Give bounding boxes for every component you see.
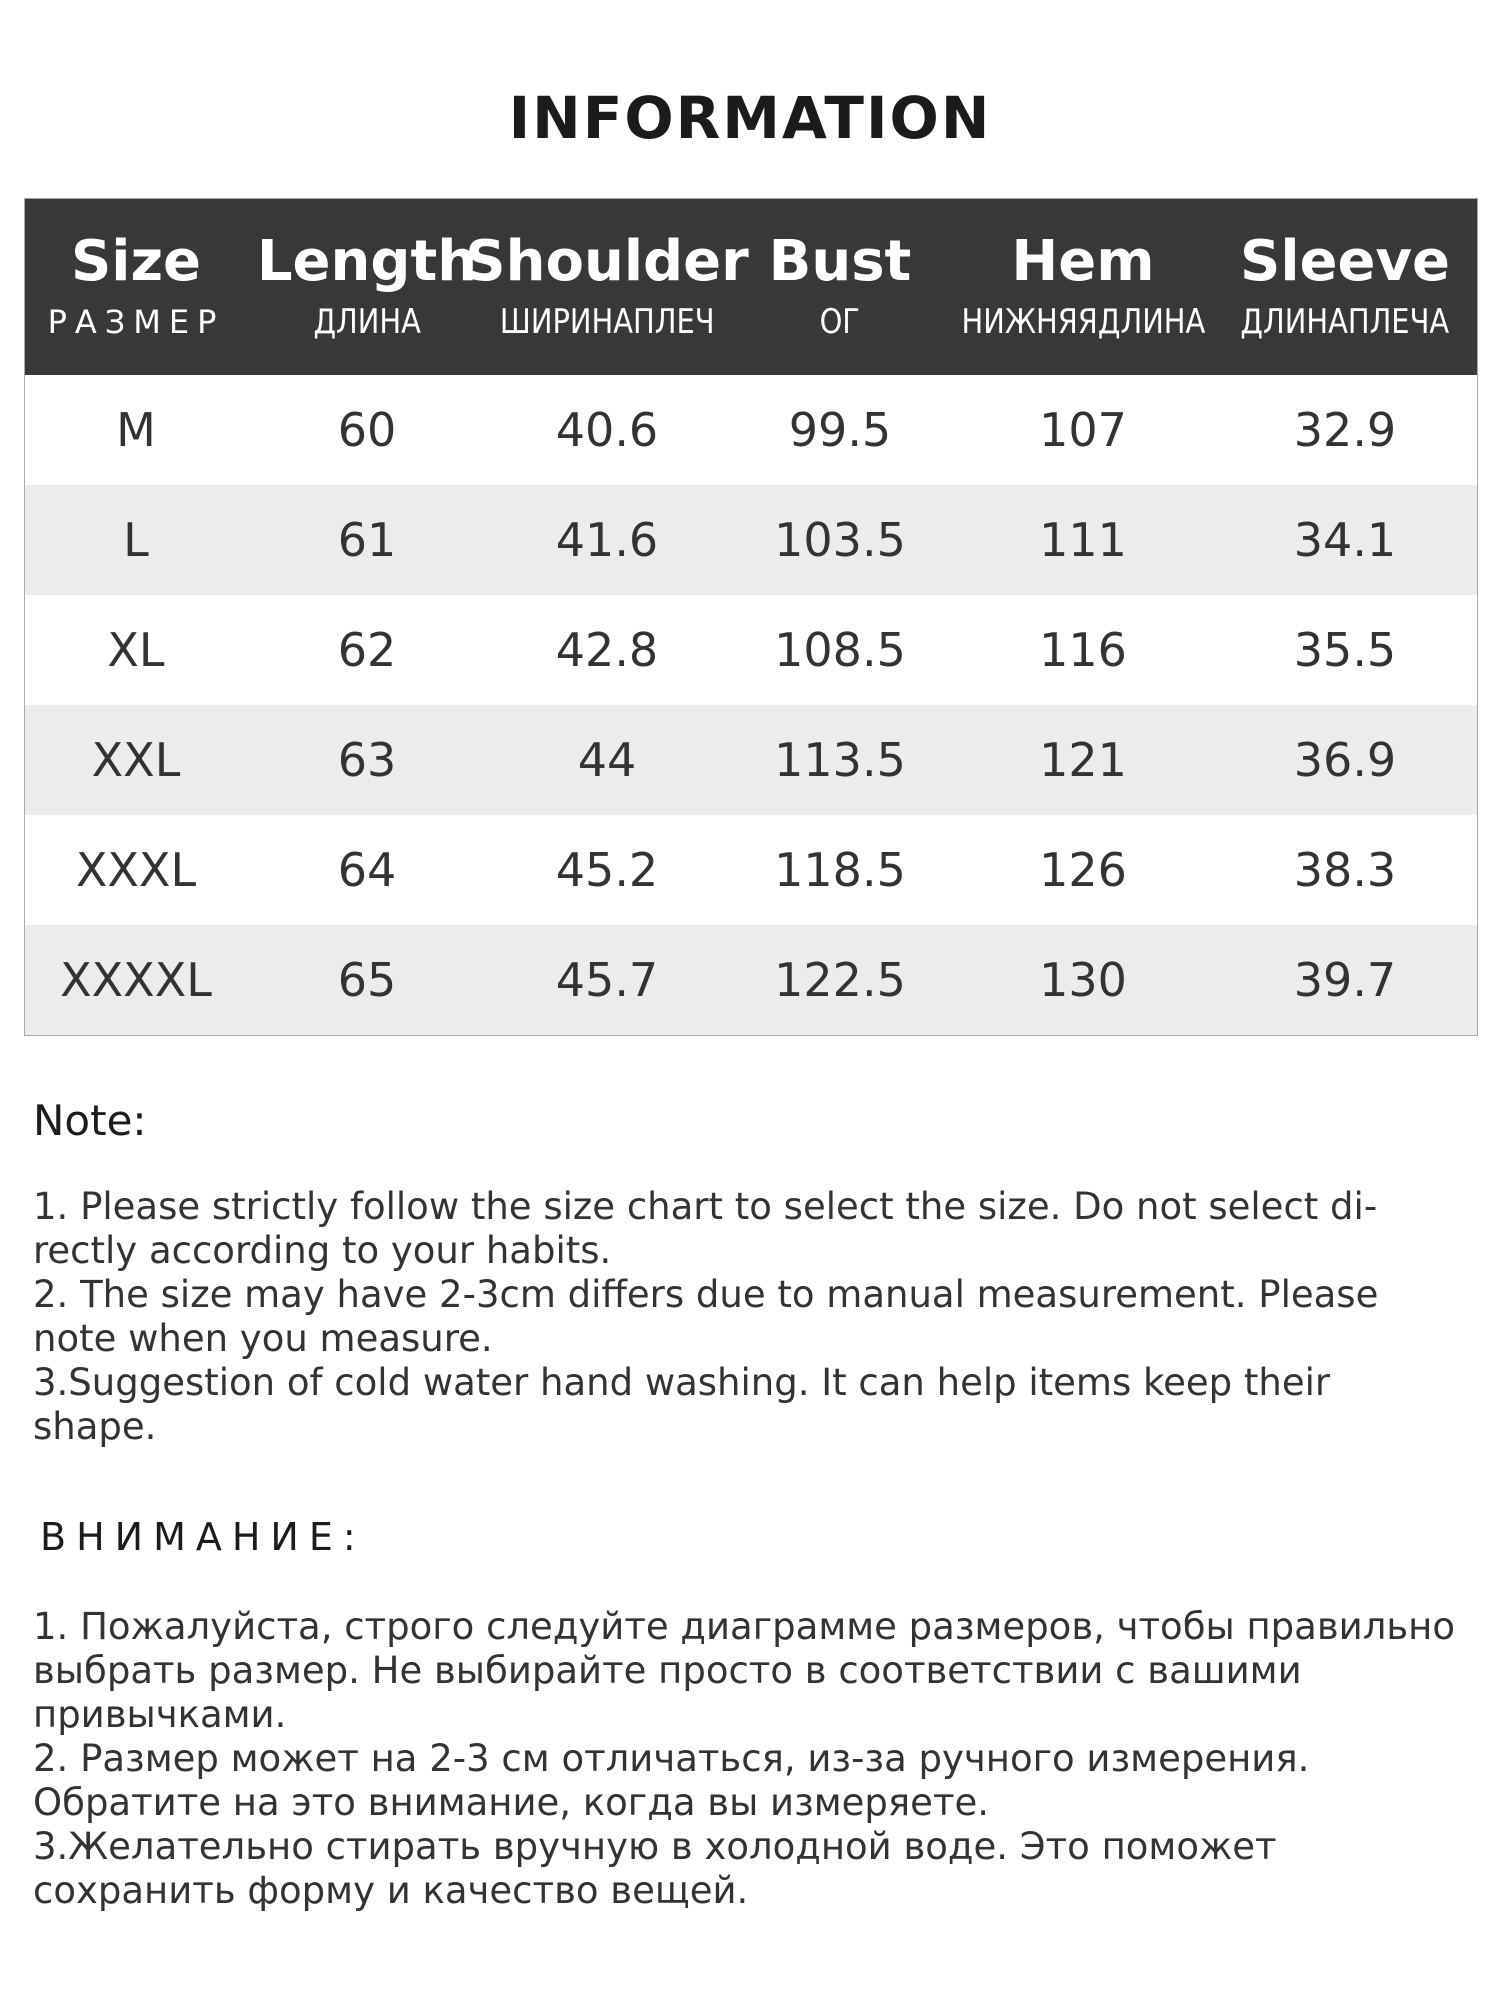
cell-length: 60 [337,403,397,457]
cell-length: 62 [337,623,397,677]
cell-sleeve: 36.9 [1293,733,1397,787]
cell-shoulder: 41.6 [555,513,659,567]
cell-hem: 130 [1039,953,1127,1007]
cell-shoulder: 45.7 [555,953,659,1007]
cell-size: L [123,513,149,567]
header-length [247,199,487,375]
cell-size: XXL [91,733,181,787]
cell-size: XL [107,623,165,677]
cell-hem: 121 [1039,733,1127,787]
ru-note-item: 1. Пожалуйста, строго следуйте диаграмме размеров, чтобы правильно выбрать размер. Не выбирайте просто в соответствии с вашими привычками. [33,1605,1455,1736]
cell-bust: 118.5 [774,843,906,897]
note-item: 2. The size may have 2-3cm differs due to manual measurement. Please note when you measure. [33,1273,1379,1360]
header-label-en: Shoulder [465,229,749,294]
cell-size: M [116,403,156,457]
cell-bust: 108.5 [774,623,906,677]
cell-shoulder: 44 [577,733,637,787]
cell-length: 65 [337,953,397,1007]
table-header [25,199,1477,375]
header-hem [953,199,1213,375]
table-row [25,705,1477,815]
page-title: INFORMATION [508,84,992,152]
cell-sleeve: 34.1 [1293,513,1397,567]
cell-size: XXXXL [60,953,212,1007]
cell-length: 64 [337,843,397,897]
header-shoulder [465,199,749,375]
table-row [25,595,1477,705]
cell-sleeve: 32.9 [1293,403,1397,457]
note-heading: Note: [33,1096,147,1145]
header-label-en: Sleeve [1240,229,1450,294]
cell-hem: 126 [1039,843,1127,897]
cell-length: 61 [337,513,397,567]
cell-sleeve: 38.3 [1293,843,1397,897]
header-bust [727,199,953,375]
cell-bust: 99.5 [788,403,892,457]
table-row [25,485,1477,595]
table-row [25,375,1477,485]
header-label-en: Bust [768,229,912,294]
header-label-en: Length [256,229,478,294]
header-size [25,199,247,375]
size-chart-table [24,198,1478,1036]
header-label-ru: ОГ [819,302,861,342]
note-item: 3.Suggestion of cold water hand washing. It can help items keep their shape. [33,1361,1331,1448]
table-row [25,925,1477,1035]
header-label-en: Size [70,229,202,294]
note-item: 1. Please strictly follow the size chart to select the size. Do not select di- rectly according to your habits. [33,1185,1378,1272]
cell-shoulder: 45.2 [555,843,659,897]
cell-bust: 103.5 [774,513,906,567]
header-label-ru: РАЗМЕР [47,303,225,341]
cell-shoulder: 42.8 [555,623,659,677]
cell-bust: 122.5 [774,953,906,1007]
cell-sleeve: 35.5 [1293,623,1397,677]
header-label-ru: ДЛИНА [313,302,421,342]
cell-sleeve: 39.7 [1293,953,1397,1007]
cell-shoulder: 40.6 [555,403,659,457]
cell-length: 63 [337,733,397,787]
cell-hem: 116 [1039,623,1127,677]
header-label-ru: ШИРИНАПЛЕЧ [499,302,715,342]
cell-hem: 107 [1039,403,1127,457]
header-sleeve [1213,199,1477,375]
header-label-en: Hem [1011,229,1155,294]
ru-note-heading: ВНИМАНИЕ: [40,1515,366,1559]
cell-bust: 113.5 [774,733,906,787]
ru-note-item: 2. Размер может на 2-3 см отличаться, из-за ручного измерения. Обратите на это внимание, когда вы измеряете. [33,1737,1310,1824]
note-body [33,1185,1453,1449]
header-label-ru: НИЖНЯЯДЛИНА [961,302,1205,342]
cell-hem: 111 [1039,513,1127,567]
header-label-ru: ДЛИНАПЛЕЧА [1240,302,1450,342]
cell-size: XXXL [75,843,197,897]
table-row [25,815,1477,925]
ru-note-item: 3.Желательно стирать вручную в холодной воде. Это поможет сохранить форму и качество вещей. [33,1825,1277,1912]
ru-note-body [33,1605,1473,1913]
